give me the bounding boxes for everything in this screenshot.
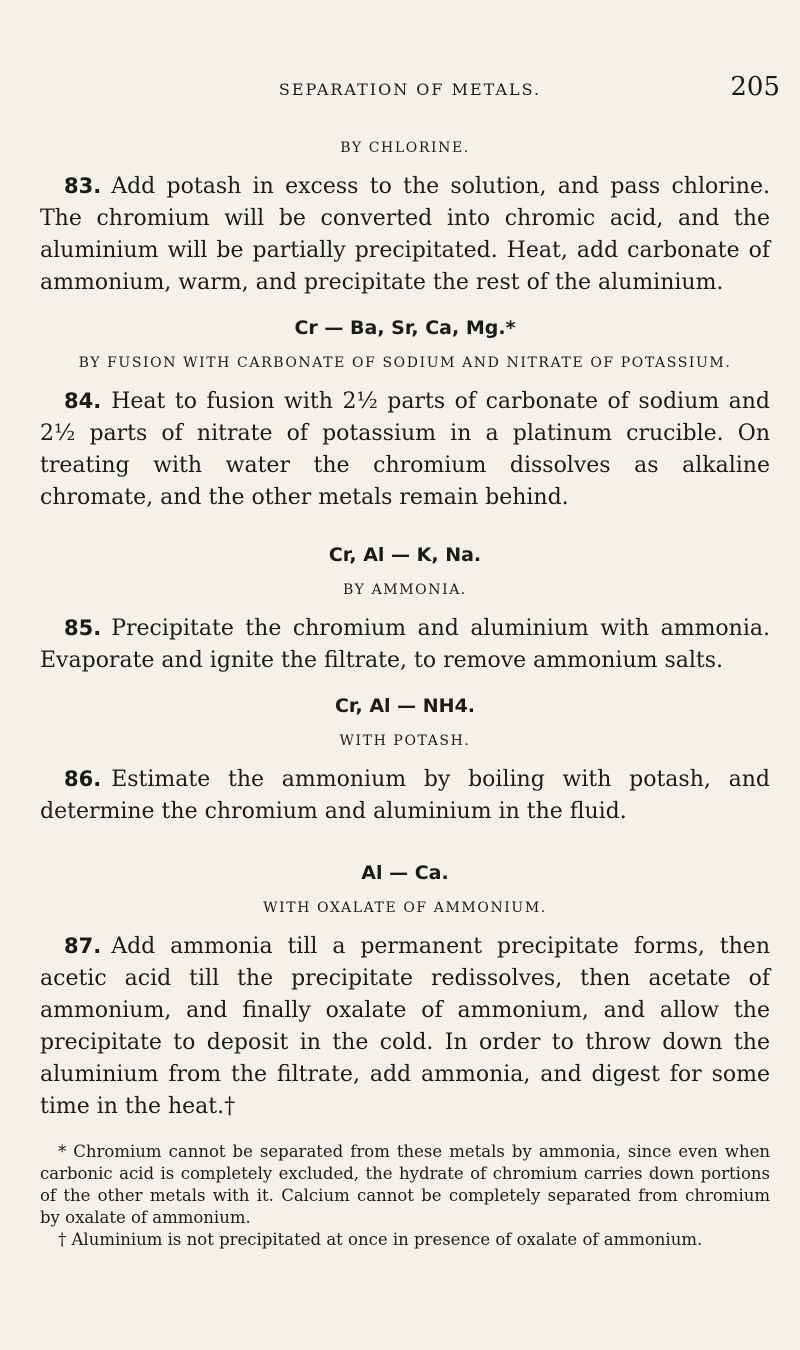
paragraph-text: Estimate the ammonium by boiling with potash, and determine the chromium and aluminium in the fluid. xyxy=(40,767,770,824)
paragraph-text: Heat to fusion with 2½ parts of carbonate of sodium and 2½ parts of nitrate of potassium in a platinum crucible. On treating with water the chromium dissolves as alkaline chromate, and the other metals remain behind. xyxy=(40,389,770,510)
paragraph-text: Add potash in excess to the solution, and pass chlorine. The chromium will be converted into chromic acid, and the aluminium will be partially precipitated. Heat, add carbonate of ammonium, warm, and precipitate the rest of the aluminium. xyxy=(40,174,770,295)
paragraph-87 xyxy=(40,930,770,1123)
page-body xyxy=(40,140,770,1251)
paragraph-86 xyxy=(40,763,770,828)
formula-heading: Cr — Ba, Sr, Ca, Mg.* xyxy=(294,317,516,339)
paragraph-number: 87. xyxy=(64,934,102,958)
paragraph-83 xyxy=(40,170,770,299)
paragraph-text: Precipitate the chromium and aluminium with ammonia. Evaporate and ignite the filtrate, to remove ammonium salts. xyxy=(40,616,770,673)
footnotes xyxy=(40,1141,770,1251)
section-subhead: WITH POTASH. xyxy=(339,733,471,749)
footnote: * Chromium cannot be separated from these metals by ammonia, since even when carbonic acid is completely excluded, the hydrate of chromium carries down portions of the other metals with it. Calcium cannot be completely separated from chromium by oxalate of ammonium. xyxy=(40,1142,770,1227)
footnote: † Aluminium is not precipitated at once in presence of oxalate of ammonium. xyxy=(58,1230,703,1249)
section-subhead: WITH OXALATE OF AMMONIUM. xyxy=(263,900,547,916)
paragraph-number: 86. xyxy=(64,767,102,791)
page-header xyxy=(40,74,780,114)
formula-heading: Al — Ca. xyxy=(361,862,449,884)
paragraph-85 xyxy=(40,612,770,677)
formula-heading: Cr, Al — NH4. xyxy=(334,695,476,717)
section-subhead: BY CHLORINE. xyxy=(340,140,470,156)
page-number: 205 xyxy=(730,72,780,102)
paragraph-84 xyxy=(40,385,770,514)
formula-heading: Cr, Al — K, Na. xyxy=(328,544,482,566)
paragraph-number: 85. xyxy=(64,616,102,640)
paragraph-number: 83. xyxy=(64,174,102,198)
paragraph-number: 84. xyxy=(64,389,102,413)
section-subhead: BY FUSION WITH CARBONATE OF SODIUM AND NITRATE OF POTASSIUM. xyxy=(78,355,732,371)
paragraph-text: Add ammonia till a permanent precipitate forms, then acetic acid till the precipitate redissolves, then acetate of ammonium, and finally oxalate of ammonium, and allow the precipitate to deposit in the cold. In order to throw down the aluminium from the filtrate, add ammonia, and digest for some time in the heat.† xyxy=(40,934,770,1119)
running-title: SEPARATION OF METALS. xyxy=(278,80,542,99)
section-subhead: BY AMMONIA. xyxy=(343,582,467,598)
